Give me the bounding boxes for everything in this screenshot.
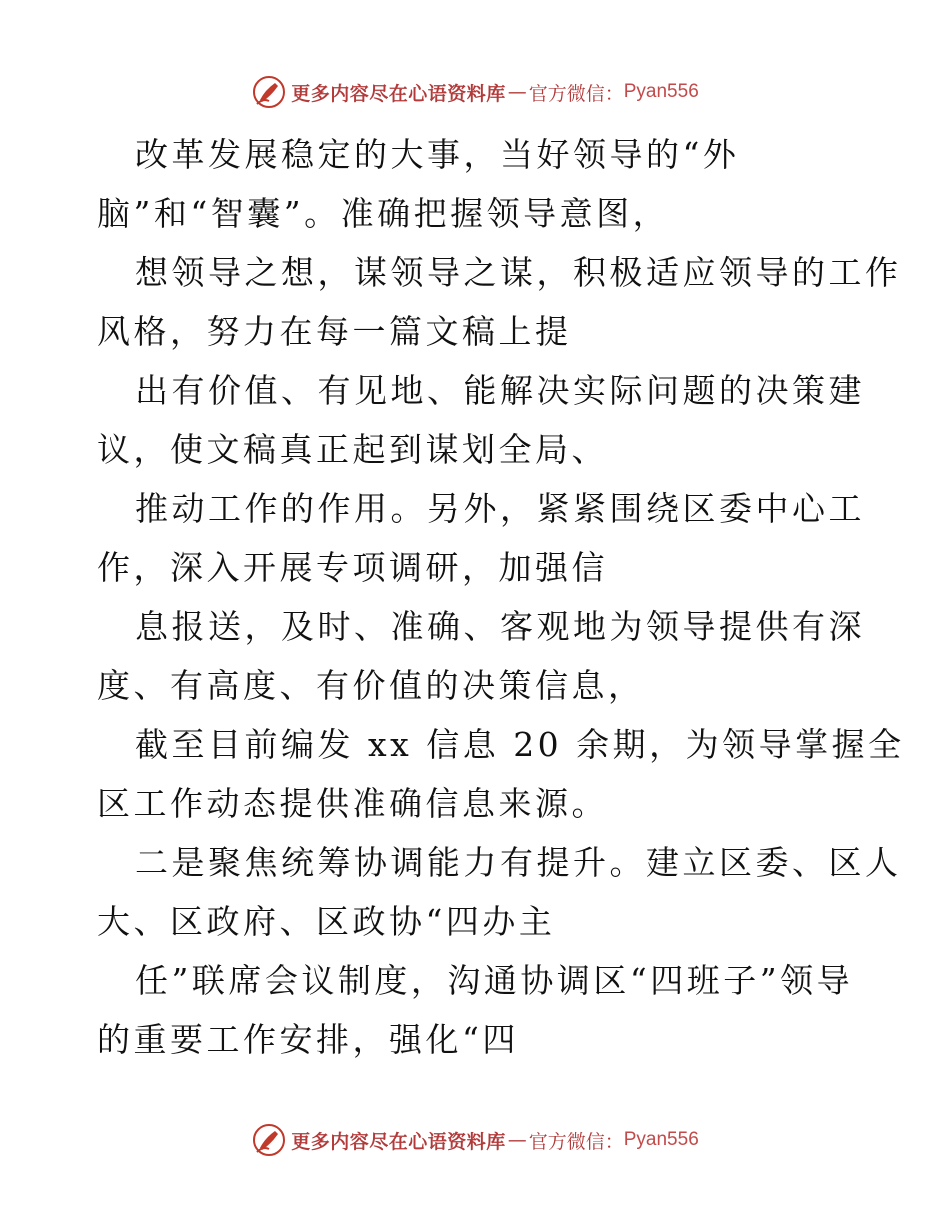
body-line: 作，深入开展专项调研，加强信 [97, 548, 608, 587]
banner-wechat-label: 官方微信： [528, 82, 624, 105]
banner-slogan: 更多内容尽在心语资料库 [291, 1130, 506, 1153]
footer-banner [0, 1120, 950, 1160]
banner-wechat-label: 官方微信： [528, 1130, 624, 1153]
body-line: 风格，努力在每一篇文稿上提 [97, 312, 572, 351]
body-line: 议，使文稿真正起到谋划全局、 [97, 430, 608, 469]
body-line: 息报送，及时、准确、客观地为领导提供有深 [135, 607, 865, 646]
banner-wechat-id: Pyan556 [623, 1129, 699, 1150]
banner-dash: — [507, 81, 527, 103]
body-line: 截至目前编发 xx 信息 20 余期，为领导掌握全 [135, 725, 905, 764]
banner-slogan: 更多内容尽在心语资料库 [291, 82, 506, 105]
pen-logo-icon [251, 1122, 287, 1158]
body-line: 度、有高度、有价值的决策信息， [97, 666, 645, 705]
body-line: 脑”和“智囊”。准确把握领导意图， [97, 194, 670, 233]
document-body [97, 125, 905, 1069]
body-line: 大、区政府、区政协“四办主 [97, 902, 556, 941]
body-line: 区工作动态提供准确信息来源。 [97, 784, 608, 823]
body-line: 二是聚焦统筹协调能力有提升。建立区委、区人 [135, 843, 902, 882]
header-banner [0, 72, 950, 112]
body-line: 任”联席会议制度，沟通协调区“四班子”领导 [135, 961, 854, 1000]
body-line: 改革发展稳定的大事，当好领导的“外 [135, 135, 740, 174]
body-line: 想领导之想，谋领导之谋，积极适应领导的工作 [135, 253, 902, 292]
body-line: 的重要工作安排，强化“四 [97, 1020, 519, 1059]
banner-wechat-id: Pyan556 [623, 81, 699, 102]
banner-dash: — [507, 1129, 527, 1151]
body-line: 出有价值、有见地、能解决实际问题的决策建 [135, 371, 865, 410]
body-line: 推动工作的作用。另外，紧紧围绕区委中心工 [135, 489, 865, 528]
pen-logo-icon [251, 74, 287, 110]
